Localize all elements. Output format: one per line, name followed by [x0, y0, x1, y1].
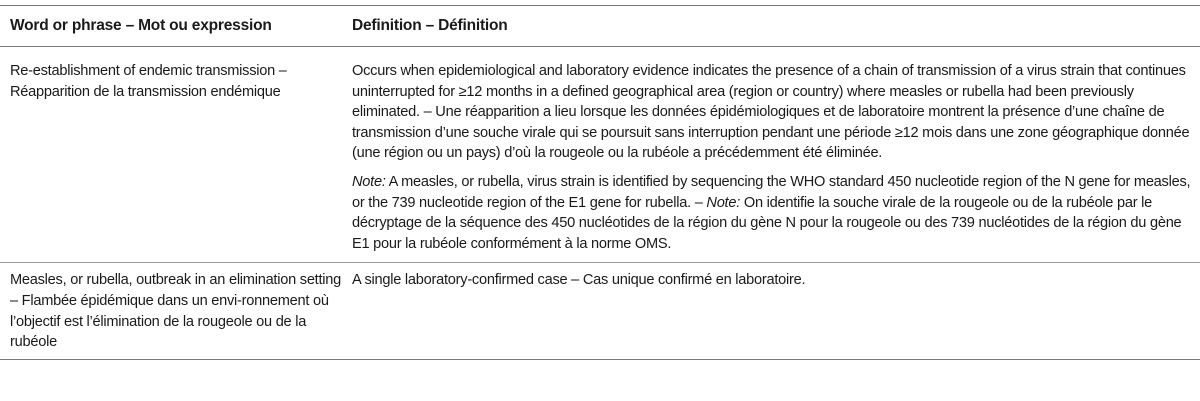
- term-text: Re-establishment of endemic transmission – Réapparition de la transmission endémique: [10, 63, 287, 100]
- table-row: [0, 263, 1200, 359]
- glossary-table: [0, 5, 1200, 360]
- definition-text: A single laboratory-confirmed case – Cas unique confirmé en laboratoire.: [352, 272, 806, 289]
- term-cell: [0, 263, 352, 359]
- note-text-en: A measles, or rubella, virus strain is identified by sequencing the WHO standard 450 nucleotide region of the N gene for measles, or the 739 nucleotide region of the E1 gene for rubella. –: [352, 173, 1191, 211]
- note-paragraph: [352, 172, 1196, 254]
- note-label-en: Note:: [352, 173, 386, 190]
- header-row: [0, 6, 1200, 47]
- term-text: Measles, or rubella, outbreak in an elimination setting – Flambée épidémique dans un envi-ronnement où l’objectif est l’élimination de la rougeole ou de la rubéole: [10, 272, 342, 351]
- table-header: [0, 6, 1200, 47]
- table-body: [0, 47, 1200, 360]
- term-cell: [0, 47, 352, 263]
- definition-cell: [352, 263, 1200, 359]
- note-label-fr: Note:: [706, 194, 741, 211]
- definition-cell: [352, 47, 1200, 263]
- column-header-word-or-phrase: Word or phrase – Mot ou expression: [0, 6, 352, 47]
- definition-text: Occurs when epidemiological and laboratory evidence indicates the presence of a chain of transmission of a virus strain that continues uninterrupted for ≥12 months in a defined geographical area (region or country) where measles or rubella had been previously eliminated. – Une réapparition a lieu lorsque les données épidémiologiques et de laboratoire montrent la présence d’une chaîne de transmission d’une souche virale qui se poursuit sans interruption pendant une période ≥12 mois dans une zone géographique donnée (une région ou un pays) d’où la rougeole ou la rubéole a précédemment été éliminée.: [352, 63, 1190, 162]
- column-header-definition: Definition – Définition: [352, 6, 1200, 47]
- note-text-fr: On identifie la souche virale de la rougeole ou de la rubéole par le décryptage de la séquence des 450 nucléotides de la région du gène N pour la rougeole ou des 739 nucléotides de la région du gène E1 pour la rubéole conformément à la norme OMS.: [352, 194, 1182, 252]
- table-row: [0, 47, 1200, 263]
